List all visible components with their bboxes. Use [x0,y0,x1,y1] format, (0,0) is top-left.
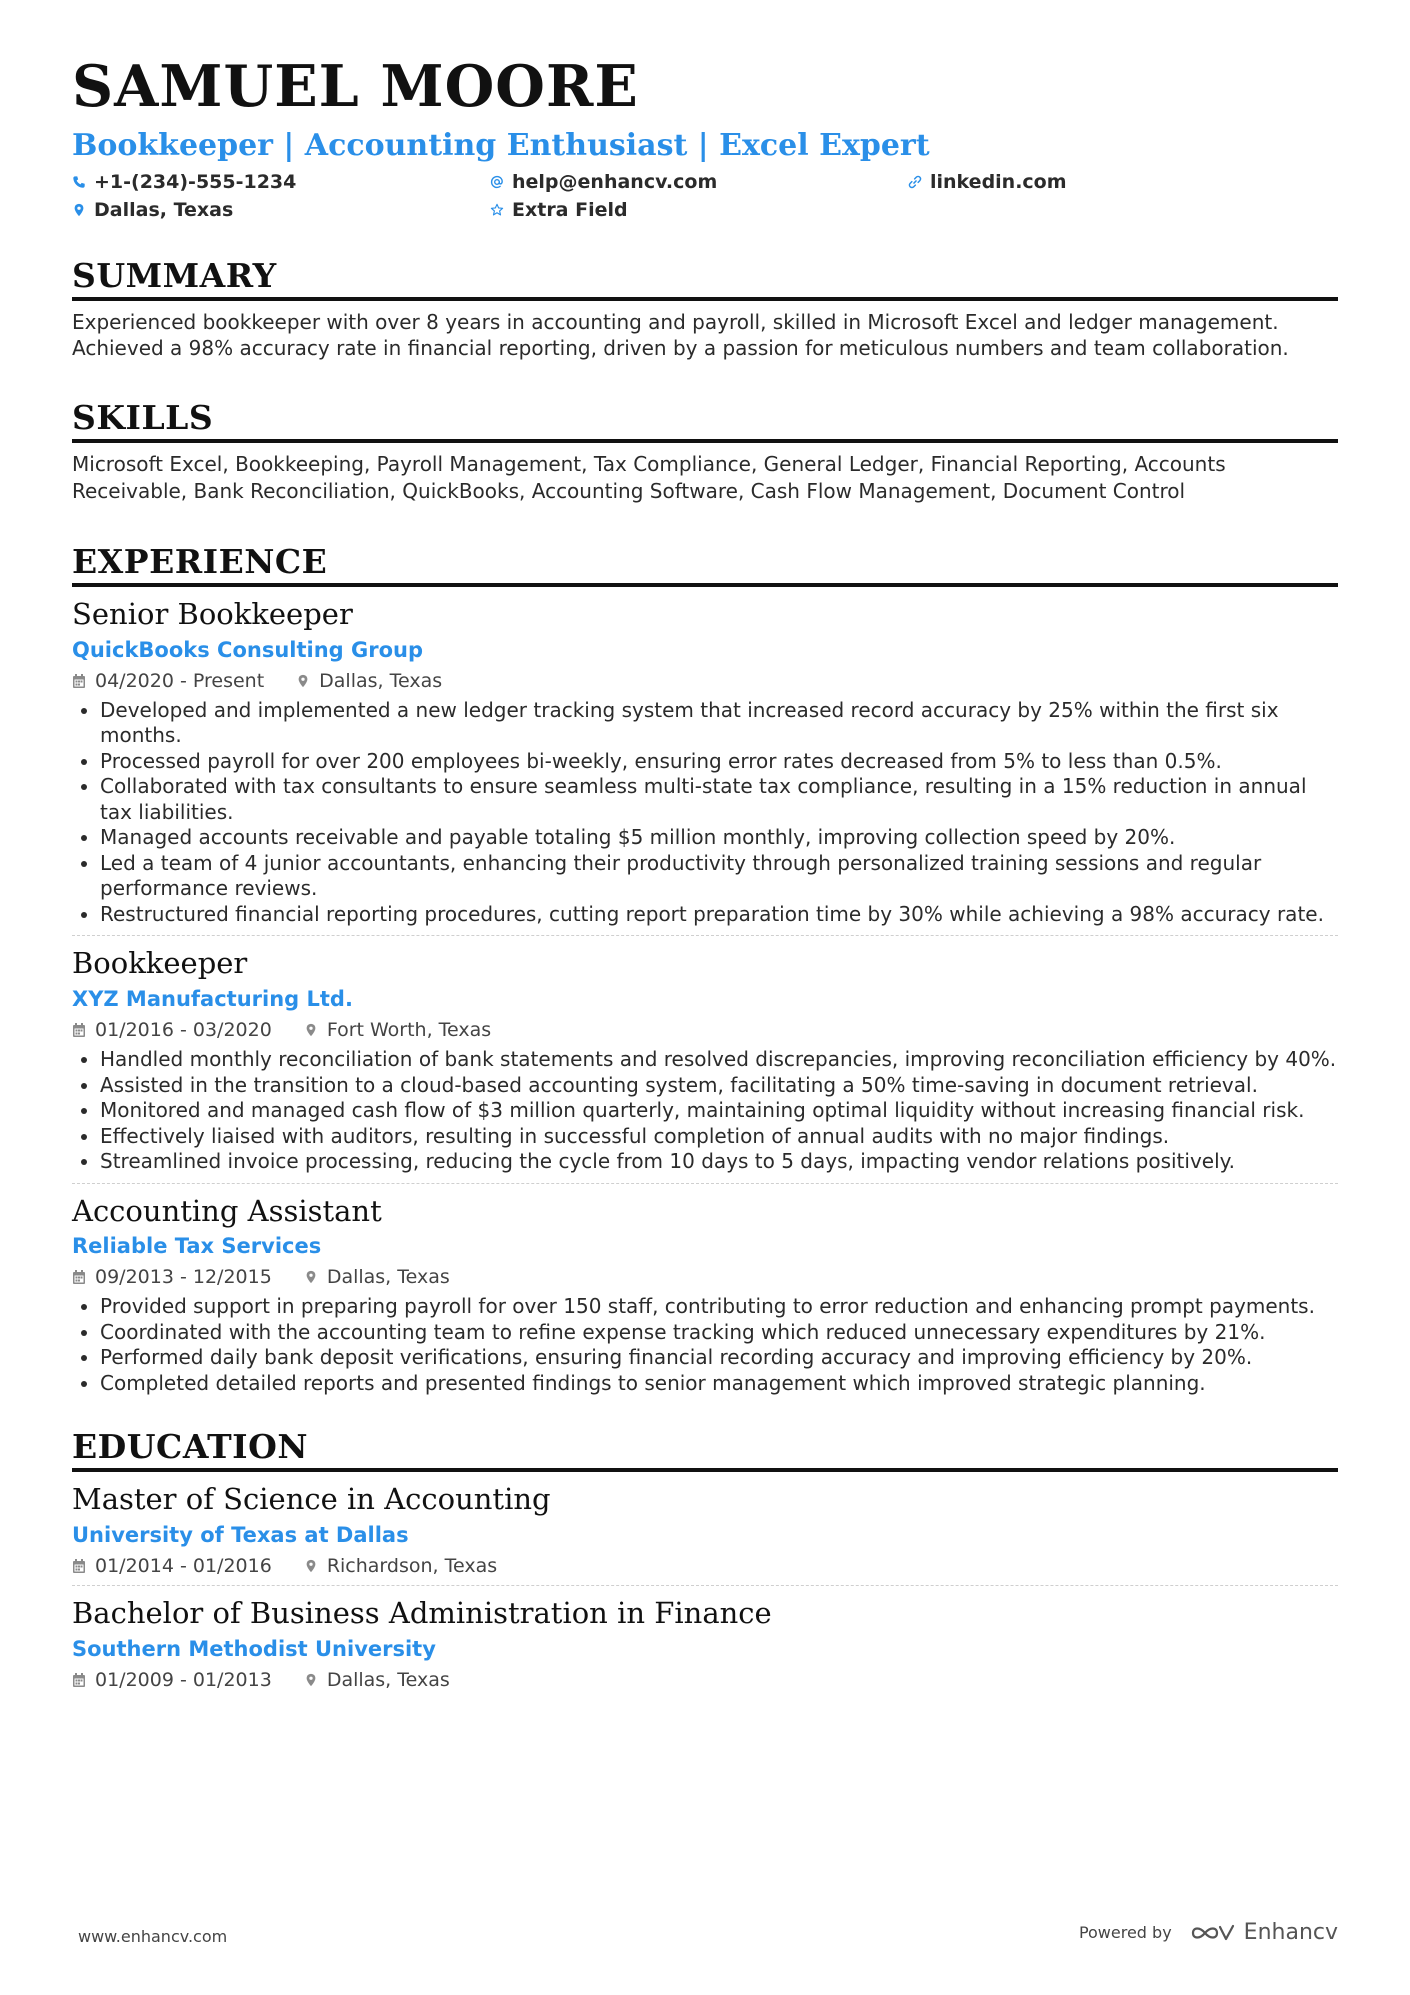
job-bullets [72,698,1338,928]
contact-extra [490,199,908,221]
contact-email[interactable] [490,171,908,193]
job-bullet: • Handled monthly reconciliation of bank statements and resolved discrepancies, improving reconciliation efficiency by 40%. [100,1047,1338,1073]
location-pin-icon [304,1558,318,1574]
extra-text: Extra Field [512,199,628,221]
summary-title: SUMMARY [72,259,1338,301]
powered-by-text: Powered by [1078,1923,1172,1942]
job-bullet: • Collaborated with tax consultants to ensure seamless multi-state tax compliance, resulting in a 15% reduction in annual tax liabilities. [100,774,1338,825]
job-company: QuickBooks Consulting Group [72,637,424,662]
education-location-text: Dallas, Texas [326,1668,450,1691]
job-dates [72,670,264,692]
calendar-icon [72,1558,86,1574]
job-bullet: • Monitored and managed cash flow of $3 million quarterly, maintaining optimal liquidity without increasing financial risk. [100,1098,1338,1124]
education-meta [72,1555,1338,1577]
candidate-headline: Bookkeeper | Accounting Enthusiast | Excel Expert [72,128,930,163]
job-dates-text: 01/2016 - 03/2020 [95,1019,272,1042]
education-dates-text: 01/2014 - 01/2016 [95,1555,272,1578]
location-text: Dallas, Texas [94,199,234,221]
experience-entry [72,936,1338,1183]
at-icon [490,175,504,189]
experience-entry [72,587,1338,936]
footer-branding [1079,1920,1338,1945]
star-icon [490,203,504,217]
location-pin-icon [296,673,310,689]
job-bullet: • Provided support in preparing payroll for over 150 staff, contributing to error reduction and enhancing prompt payments. [100,1294,1338,1320]
degree-title: Master of Science in Accounting [72,1482,551,1517]
summary-text: Experienced bookkeeper with over 8 years in accounting and payroll, skilled in Microsoft Excel and ledger management. Achieved a 98% accuracy rate in financial reporting, driven by a passion for meticulous numbers and team collaboration. [72,310,1289,360]
job-bullet: • Restructured financial reporting procedures, cutting report preparation time by 30% while achieving a 98% accuracy rate. [100,902,1338,928]
contact-info [72,171,1338,221]
job-role: Bookkeeper [72,946,248,981]
education-location [304,1555,497,1577]
contact-phone [72,171,490,193]
calendar-icon [72,1022,86,1038]
location-pin-icon [72,203,86,217]
phone-icon [72,175,86,189]
job-dates-text: 04/2020 - Present [95,669,265,692]
education-dates [72,1555,272,1577]
enhancv-logo-icon [1190,1922,1236,1944]
school-name: Southern Methodist University [72,1636,436,1661]
job-meta [72,1019,1338,1041]
job-bullet: • Processed payroll for over 200 employees bi-weekly, ensuring error rates decreased from 5% to less than 0.5%. [100,749,1338,775]
education-location [304,1669,450,1691]
job-meta [72,1266,1338,1288]
skills-title: SKILLS [72,401,1338,443]
education-dates [72,1669,272,1691]
email-text: help@enhancv.com [512,171,718,193]
experience-title: EXPERIENCE [72,545,1338,587]
experience-entry [72,1184,1338,1405]
calendar-icon [72,1269,86,1285]
education-section [72,1427,1338,1699]
job-role: Senior Bookkeeper [72,597,353,631]
job-bullet: • Effectively liaised with auditors, resulting in successful completion of annual audits with no major findings. [100,1124,1338,1150]
job-location-text: Dallas, Texas [319,669,443,692]
linkedin-text: linkedin.com [930,171,1067,193]
education-entry [72,1586,1338,1699]
summary-section [72,256,1338,361]
job-location [304,1266,450,1288]
candidate-name: SAMUEL MOORE [72,53,639,120]
job-location-text: Dallas, Texas [326,1266,450,1289]
calendar-icon [72,1672,86,1688]
link-icon [908,175,922,189]
footer-website[interactable]: www.enhancv.com [78,1927,228,1946]
job-company: Reliable Tax Services [72,1234,322,1259]
job-location-text: Fort Worth, Texas [326,1019,492,1042]
job-bullet: • Assisted in the transition to a cloud-based accounting system, facilitating a 50% time-saving in document retrieval. [100,1073,1338,1099]
job-bullet: • Performed daily bank deposit verifications, ensuring financial recording accuracy and improving efficiency by 20%. [100,1345,1338,1371]
job-location [296,670,442,692]
degree-title: Bachelor of Business Administration in Finance [72,1596,772,1631]
job-company: XYZ Manufacturing Ltd. [72,987,353,1012]
job-bullet: • Developed and implemented a new ledger tracking system that increased record accuracy by 25% within the first six months. [100,698,1338,749]
enhancv-brand-text: Enhancv [1243,1920,1338,1945]
job-dates-text: 09/2013 - 12/2015 [95,1266,272,1289]
calendar-icon [72,673,86,689]
education-meta [72,1669,1338,1691]
job-dates [72,1266,272,1288]
job-bullet: • Coordinated with the accounting team to refine expense tracking which reduced unnecessary expenditures by 21%. [100,1320,1338,1346]
location-pin-icon [304,1672,318,1688]
enhancv-logo[interactable] [1190,1920,1338,1945]
skills-section [72,398,1338,505]
job-role: Accounting Assistant [72,1193,382,1228]
contact-linkedin[interactable] [908,171,1308,193]
education-entry [72,1472,1338,1586]
phone-text: +1-(234)-555-1234 [94,171,297,193]
job-bullets [72,1047,1338,1175]
job-meta [72,670,1338,692]
job-location [304,1019,491,1041]
job-dates [72,1019,272,1041]
job-bullet: • Led a team of 4 junior accountants, enhancing their productivity through personalized training sessions and regular performance reviews. [100,851,1338,902]
education-location-text: Richardson, Texas [326,1555,498,1578]
education-title: EDUCATION [72,1430,1338,1472]
job-bullet: • Completed detailed reports and presented findings to senior management which improved strategic planning. [100,1371,1338,1397]
location-pin-icon [304,1022,318,1038]
contact-location [72,199,490,221]
job-bullet: • Streamlined invoice processing, reducing the cycle from 10 days to 5 days, impacting vendor relations positively. [100,1149,1338,1175]
job-bullets [72,1294,1338,1396]
job-bullet: • Managed accounts receivable and payable totaling $5 million monthly, improving collection speed by 20%. [100,825,1338,851]
school-name: University of Texas at Dallas [72,1523,409,1548]
skills-text: Microsoft Excel, Bookkeeping, Payroll Management, Tax Compliance, General Ledger, Financial Reporting, Accounts Receivable, Bank Reconciliation, QuickBooks, Accounting Software, Cash Flow Management, Document Control [72,452,1226,503]
location-pin-icon [304,1269,318,1285]
education-dates-text: 01/2009 - 01/2013 [95,1668,272,1691]
experience-section [72,542,1338,1404]
